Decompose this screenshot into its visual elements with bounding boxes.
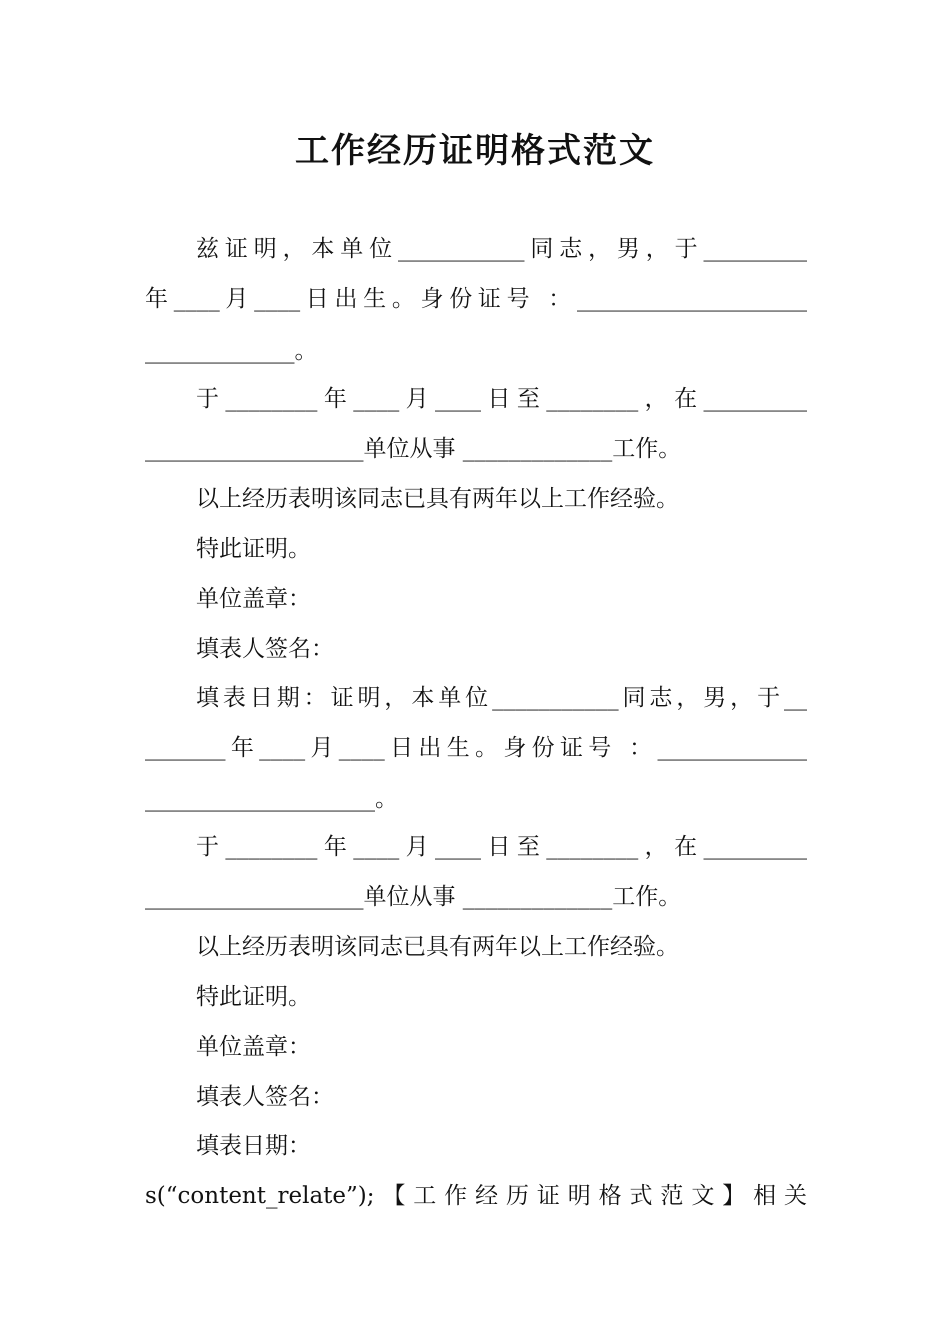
line-text: 单位盖章：: [196, 586, 311, 612]
body-line: [145, 424, 807, 474]
line-text: _______年____月____日出生。身份证号 ：_____________: [145, 735, 807, 761]
line-text: 填表日期：证明，本单位___________同志，男，于__: [196, 685, 807, 711]
line-text: 以上经历表明该同志已具有两年以上工作经验。: [196, 486, 679, 512]
body-line: [145, 274, 807, 324]
line-text: 于________年____月____日至________，在_________: [196, 834, 807, 860]
line-text: 于________年____月____日至________，在_________: [196, 386, 807, 412]
document-title: 工作经历证明格式范文: [295, 131, 655, 171]
body-line: [145, 922, 807, 972]
body-line: [145, 723, 807, 773]
line-text: 填表日期：: [196, 1133, 311, 1159]
line-text: 年____月____日出生。身份证号 ：____________________: [145, 286, 807, 312]
body-line: [145, 1072, 807, 1122]
body-line: [145, 574, 807, 624]
body-line: [145, 624, 807, 674]
body-line: [145, 524, 807, 574]
body-line: [145, 474, 807, 524]
line-text: 填表人签名：: [196, 636, 334, 662]
line-text: ___________________单位从事 _____________工作。: [145, 884, 682, 910]
line-text: 特此证明。: [196, 536, 311, 562]
line-text: 以上经历表明该同志已具有两年以上工作经验。: [196, 934, 679, 960]
body-line: [145, 374, 807, 424]
body-line: [145, 1171, 807, 1221]
body-line: [145, 326, 807, 376]
line-text: ___________________单位从事 _____________工作。: [145, 436, 682, 462]
body-line: [145, 822, 807, 872]
body-line: [145, 1022, 807, 1072]
line-text: 特此证明。: [196, 984, 311, 1010]
body-line: [145, 673, 807, 723]
line-text: 兹证明，本单位___________同志，男，于_________: [196, 236, 807, 262]
body-line: [145, 1121, 807, 1171]
line-text: s(“content_relate”);【工作经历证明格式范文】相关: [145, 1183, 807, 1209]
body-line: [145, 972, 807, 1022]
body-line: [145, 224, 807, 274]
line-text: 填表人签名：: [196, 1084, 334, 1110]
line-text: 单位盖章：: [196, 1034, 311, 1060]
line-text: _____________。: [145, 338, 318, 364]
body-line: [145, 774, 807, 824]
line-text: ____________________。: [145, 786, 398, 812]
body-line: [145, 872, 807, 922]
